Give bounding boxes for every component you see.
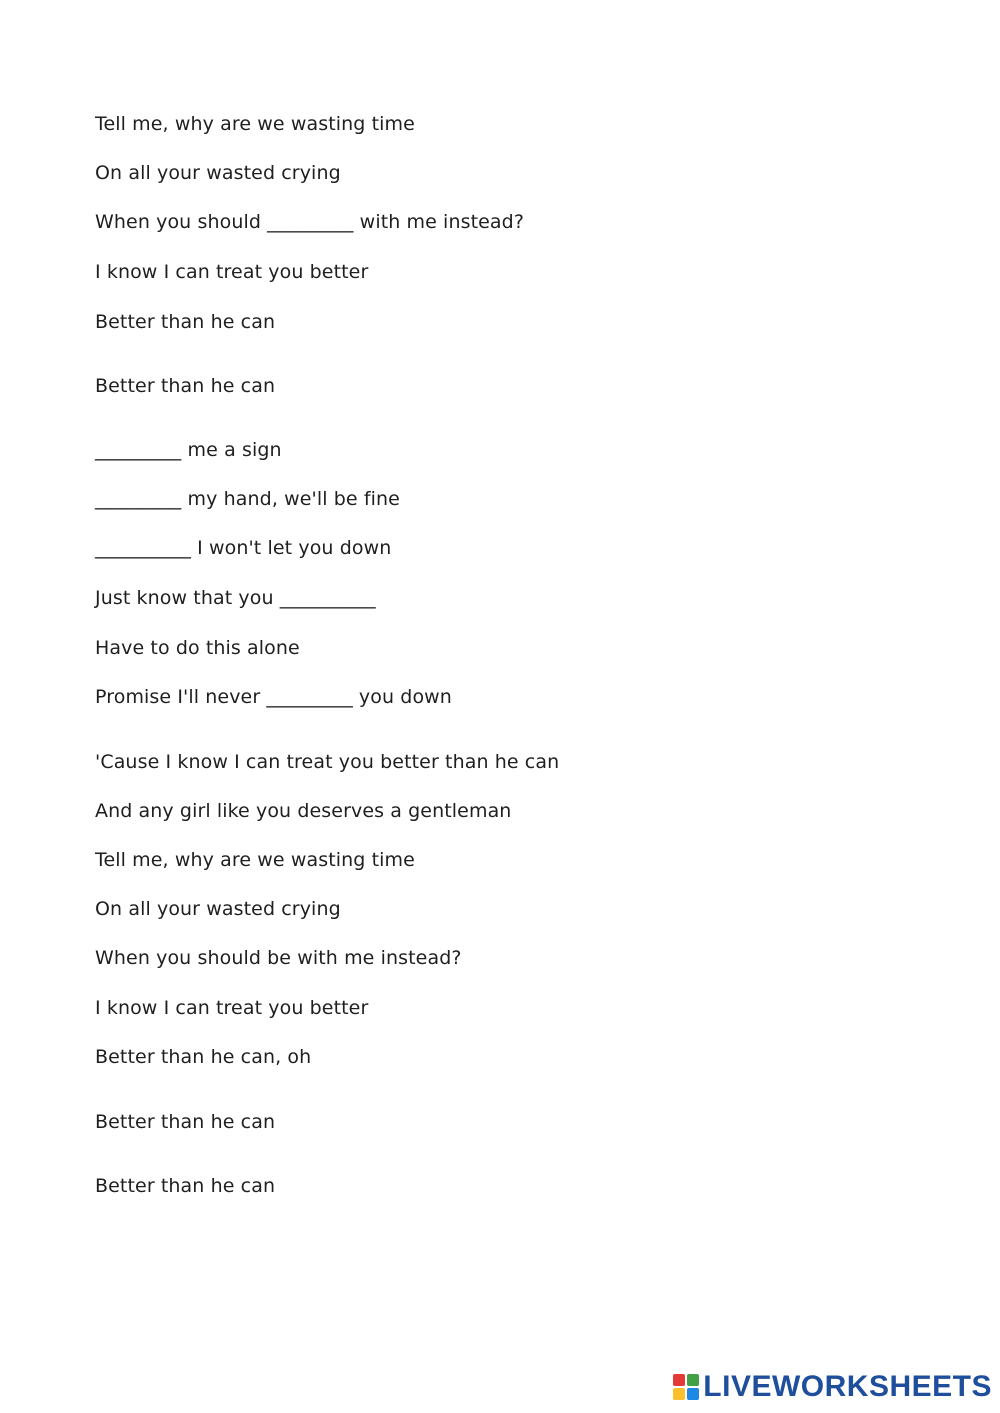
lyric-line-blank[interactable]: When you should _________ with me instead?	[95, 211, 525, 233]
lyric-line: On all your wasted crying	[95, 162, 341, 184]
liveworksheets-logo	[673, 1367, 992, 1407]
lyric-line-blank[interactable]: _________ me a sign	[95, 439, 282, 461]
lyric-line: I know I can treat you better	[95, 261, 369, 283]
lyric-line: Better than he can	[95, 1175, 276, 1197]
mark-square-yellow	[673, 1388, 685, 1400]
lyric-line: On all your wasted crying	[95, 898, 341, 920]
lyric-line: Better than he can	[95, 1111, 276, 1133]
mark-square-red	[673, 1374, 685, 1386]
liveworksheets-mark-icon	[673, 1374, 699, 1400]
lyric-line: Tell me, why are we wasting time	[95, 849, 415, 871]
lyric-line: When you should be with me instead?	[95, 947, 462, 969]
liveworksheets-wordmark: LIVEWORKSHEETS	[703, 1370, 992, 1403]
lyric-line: And any girl like you deserves a gentleman	[95, 800, 512, 822]
lyric-line: Have to do this alone	[95, 637, 300, 659]
lyric-line: Better than he can	[95, 375, 276, 397]
lyric-line: Better than he can	[95, 311, 276, 333]
lyric-line: Better than he can, oh	[95, 1046, 312, 1068]
lyric-line-blank[interactable]: Promise I'll never _________ you down	[95, 686, 452, 708]
lyric-line-blank[interactable]: _________ my hand, we'll be fine	[95, 488, 400, 510]
lyric-line-blank[interactable]: Just know that you __________	[95, 587, 376, 609]
lyric-line: I know I can treat you better	[95, 997, 369, 1019]
mark-square-blue	[687, 1388, 699, 1400]
lyric-line: Tell me, why are we wasting time	[95, 113, 415, 135]
lyric-line: 'Cause I know I can treat you better than he can	[95, 751, 560, 773]
mark-square-green	[687, 1374, 699, 1386]
lyric-line-blank[interactable]: __________ I won't let you down	[95, 537, 392, 559]
